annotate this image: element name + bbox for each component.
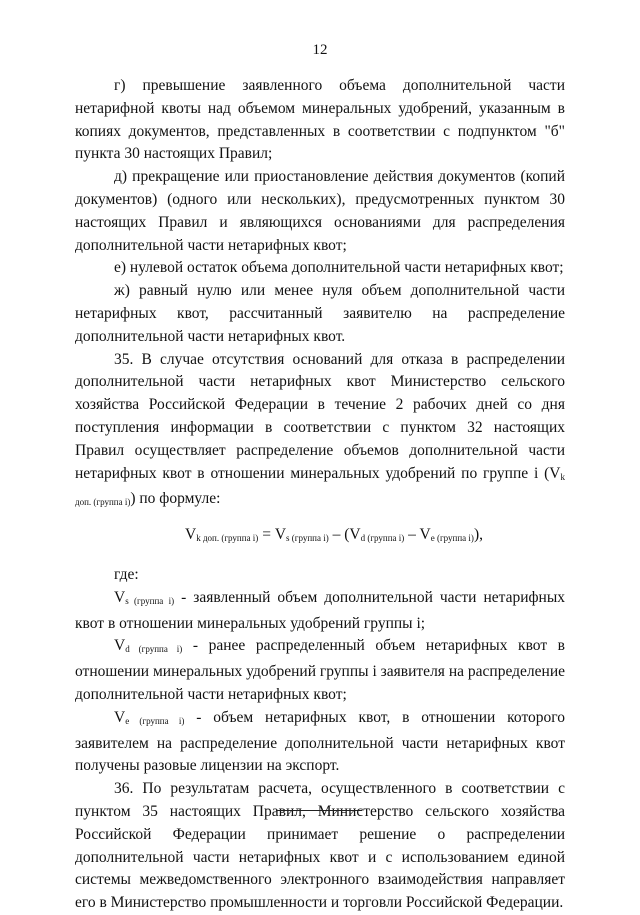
formula-term-d: V bbox=[349, 526, 361, 544]
item-g: г) превышение заявленного объема дополнительной части нетарифной квоты над объемом минеральных удобрений, указанным в копиях документов, представленных в соответствии с подпунктом "б" пункта 30 настоящих Правил; bbox=[75, 77, 565, 163]
formula-lhs: V bbox=[185, 526, 197, 544]
page-number: 12 bbox=[312, 42, 328, 58]
def-text: - объем нетарифных квот, в отношении которого заявителем на распределение дополнительной части нетарифных квот получены разовые лицензии на экспорт. bbox=[75, 708, 565, 775]
formula-term-d-subscript: d (группа i) bbox=[360, 533, 405, 544]
formula-term-s: V bbox=[274, 526, 287, 544]
variable: V bbox=[549, 464, 561, 482]
formula-minus-open: – ( bbox=[328, 526, 350, 544]
paragraph-35-text: 35. В случае отсутствия оснований для отказа в распределении дополнительной части нетарифных квот Министерство сельского хозяйства Российской Федерации в течение 2 рабочих дней со дня поступления информации в соответствии с пунктом 32 настоящих Правил осуществляет распределение объемов дополнительной части нетарифных квот в отношении минеральных удобрений по группе i ( bbox=[75, 350, 565, 482]
formula-term-s-subscript: s (группа i) bbox=[286, 533, 329, 544]
def-var-subscript: d (группа i) bbox=[125, 644, 183, 655]
def-var-subscript: e (группа i) bbox=[125, 715, 185, 726]
item-e: е) нулевой остаток объема дополнительной части нетарифных квот; bbox=[114, 259, 564, 277]
paragraph-35 bbox=[75, 349, 565, 515]
end-divider bbox=[276, 810, 362, 811]
formula-equals: = bbox=[258, 526, 275, 544]
def-var: V bbox=[114, 708, 126, 726]
paragraph-35-end: ) по формуле: bbox=[130, 490, 221, 508]
def-text: - заявленный объем дополнительной части нетарифных квот в отношении минеральных удобрений группы i; bbox=[75, 588, 566, 632]
definition-vd bbox=[75, 635, 565, 706]
formula bbox=[75, 524, 565, 550]
formula-lhs-subscript: k доп. (группа i) bbox=[196, 533, 259, 544]
formula-term-e: V bbox=[419, 526, 431, 544]
document-body bbox=[75, 75, 565, 915]
formula-close: ), bbox=[473, 526, 483, 544]
paragraph-36: 36. По результатам расчета, осуществленного в соответствии с пунктом 35 настоящих Правил, Министерство сельского хозяйства Российской Федерации принимает решение о распределении дополнительной части нетарифных квот и с использованием единой системы межведомственного электронного взаимодействия направляет его в Министерство промышленности и торговли Российской Федерации. bbox=[75, 780, 565, 912]
def-var-subscript: s (группа i) bbox=[125, 595, 175, 606]
def-text: - ранее распределенный объем нетарифных квот в отношении минеральных удобрений группы i заявителя на распределение дополнительной части нетарифных квот; bbox=[75, 637, 566, 703]
def-var: V bbox=[114, 588, 126, 606]
definition-ve bbox=[75, 707, 565, 778]
where-label: где: bbox=[114, 565, 139, 583]
def-var: V bbox=[114, 637, 126, 655]
item-zh: ж) равный нулю или менее нуля объем дополнительной части нетарифных квот, рассчитанный заявителю на распределение дополнительной части нетарифных квот. bbox=[75, 282, 565, 345]
formula-minus: – bbox=[404, 526, 420, 544]
variable-subscript: k доп. (группа i) bbox=[75, 471, 565, 508]
definition-vs bbox=[75, 587, 565, 636]
formula-term-e-subscript: e (группа i) bbox=[430, 533, 474, 544]
item-d: д) прекращение или приостановление действия документов (копий документов) (одного или нескольких), предусмотренных пунктом 30 настоящих Правил и являющихся основаниями для распределения дополнительной части нетарифных квот; bbox=[75, 168, 565, 254]
